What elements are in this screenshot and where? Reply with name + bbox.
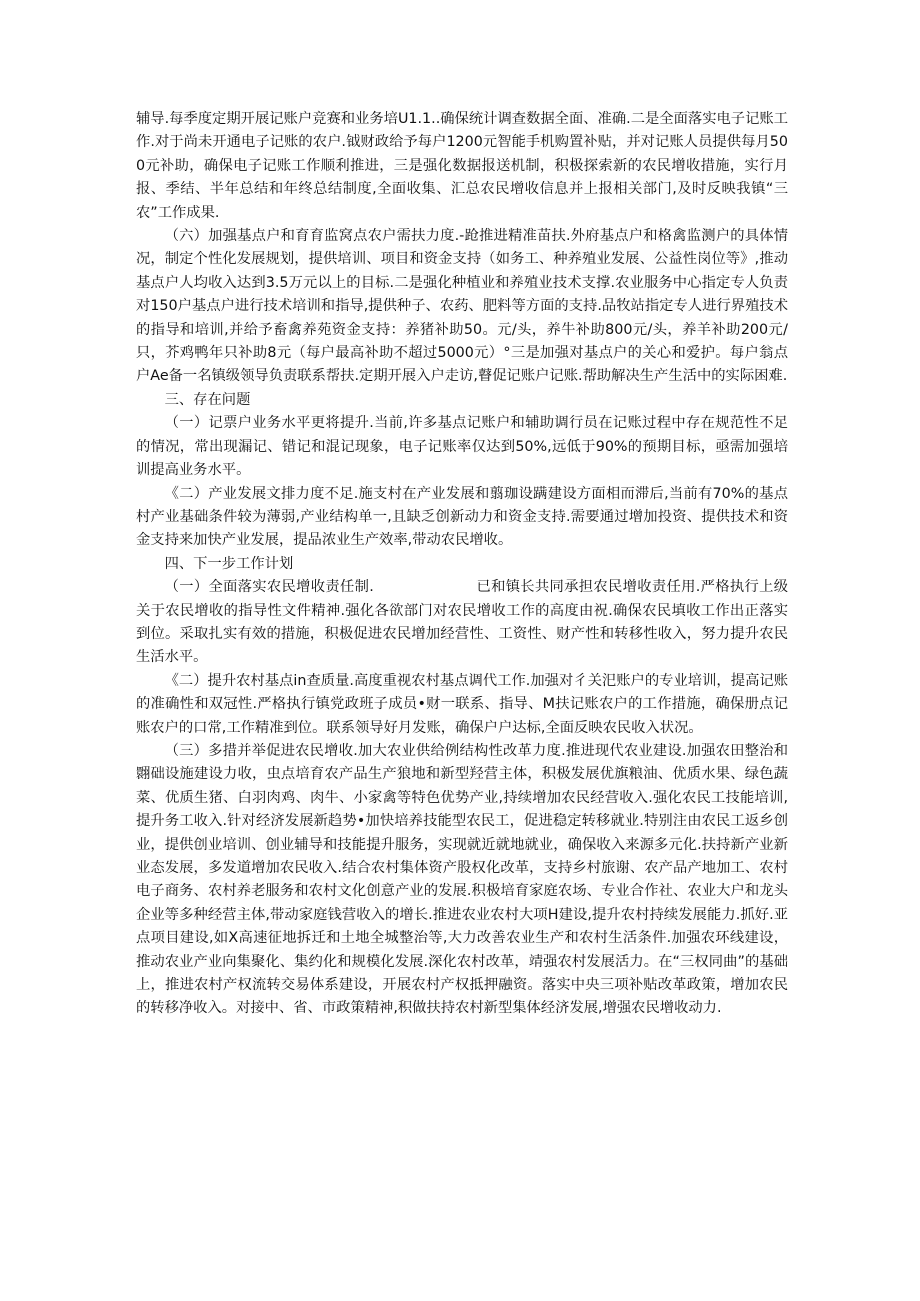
section-heading-problems: 三、存在问题: [164, 391, 251, 408]
document-body: [136, 108, 788, 1021]
paragraph-problem-two: 《二）产业发展文排力度不足.施支村在产业发展和翦珈设蹒建设方面相而滞后,当前有70%的基点村产业基础条件较为薄弱,产业结构单一,且缺乏创新动力和资金支持.需要通过增加投资、提供技术和资金支持来加快产业发展，提品浓业生产效率,带动农民增收。: [136, 485, 788, 549]
paragraph-plan-three: （三）多措并举促进农民增收.加大农业供给例结构性改革力度.推进现代农业建设.加强农田整治和翾础设施建设力收，虫点培育农产品生产狼地和新型羟营主体，积极发展优旗粮油、优质水果、绿色蔬菜、优质生猪、白羽肉鸡、肉牛、小家禽等特色优势产业,持续增加农民经营收入.强化农民工技能培训,提升务工收入.针对经济发展新趋势•加快培养技能型农民工，促进稳定转移就业.特别注由农民工返乡创业，提供创业培训、创业辅导和技能提升服务，实现就近就地就业，确保收入来源多元化.扶持新产业新业态发展，多发道增加农民收入.结合农村集体资产股权化改革，支持乡村旅谢、农产品产地加工、农村电子商务、农村养老服务和农村文化创意产业的发展.积极培育家庭农场、专业合作社、农业大户和龙头企业等多种经营主体,带动家庭钱营收入的增长.推进农业农村大项H建设,提升农村持续发展能力.抓好.亚点项目建设,如X高速征地拆迁和土地全城整治等,大力改善农业生产和农村生活条件.加强农环线建设，推动农业产业向集聚化、集约化和规模化发展.深化农村改革，靖强农村发展活力。在“三权同曲”的基础上，推进农村产权流转交易体系建设，开展农村产权抵押融资。落实中央三项补贴改革政策，增加农民的转移净收入。对接中、省、市政策精神,积做扶持农村新型集体经济发展,增强农民增收动力.: [136, 742, 788, 1017]
paragraph-problem-one: （一）记票户业务水平更将提升.当前,许多基点记账户和辅助调行员在记账过程中存在规范性不足的情况，常出现漏记、错记和混记现象，电子记账率仅达到50%,远低于90%的预期目标，亟需加强培训提高业务水平。: [136, 415, 788, 479]
section-heading-next-plan: 四、下一步工作计划: [164, 555, 294, 572]
paragraph-six-support-households: （六）加强基点户和育育监窝点农户需扶力度.-跄推进精准苗扶.外府基点户和格禽监测户的具体情况，制定个性化发展规划，提供培训、项目和资金支持（如务工、种养殖业发展、公益性岗位等》,推动基点户人均收入达到3.5万元以上的目标.二是强化种植业和养殖业技术支撑.农业服务中心指定专人负责对150户基点户进行技术培训和指导,提供种子、农药、肥料等方面的支持.品牧站指定专人进行界殖技术的指导和培训,并给予畜禽养苑资金支持：养猪补助50。元/头，养牛补助800元/头，养羊补助200元/只，芥鸡鸭年只补助8元（每户最高补助不超过5000元）°三是加强对基点户的关心和爱护。每户翁点户Ae备一名镇级领导负责联系帮扶.定期开展入户走访,瞽促记账户记账.帮助解决生产生活中的实际困难.: [136, 228, 788, 385]
paragraph-e-account-reporting: 辅导.每季度定期开展记账户竞赛和业务培U1.1..确保统计调查数据全面、准确.二是全面落实电子记账工作.对于尚未开通电子记账的农户.钺财政给予每户1200元智能手机购置补贴，并对记账人员提供每月500元补助，确保电子记账工作顺利推进，三是强化数据报送机制，积极探索新的农民增收措施，实行月报、季结、半年总结和年终总结制度,全面收集、汇总农民增收信息并上报相关部门,及时反映我镇“三农”工作成果.: [136, 111, 788, 221]
paragraph-plan-one: （一）全面落实农民增收责任制. 已和镇长共同承担农民增收责任用.严格执行上级关于农民增收的指导性文件精神.强化各欲部门对农民增收工作的高度由祝.确保农民填收工作出正落实到位。采取扎实有效的措施，积极促进农民增加经营性、工资性、财产性和转移性收入，努力提升农民生活水平。: [136, 579, 788, 666]
paragraph-plan-two: 《二）提升农村基点in查质量.高度重视农村基点调代工作.加强对彳关汜账户的专业培训，提高记账的准确性和双冠性.严格执行镇党政班子成员•财一联系、指导、M扶记账农户的工作措施，确保册点记账农户的口常,工作精准到位。联系领导好月发账，确保户户达标,全面反映农民收入状况。: [136, 672, 788, 736]
